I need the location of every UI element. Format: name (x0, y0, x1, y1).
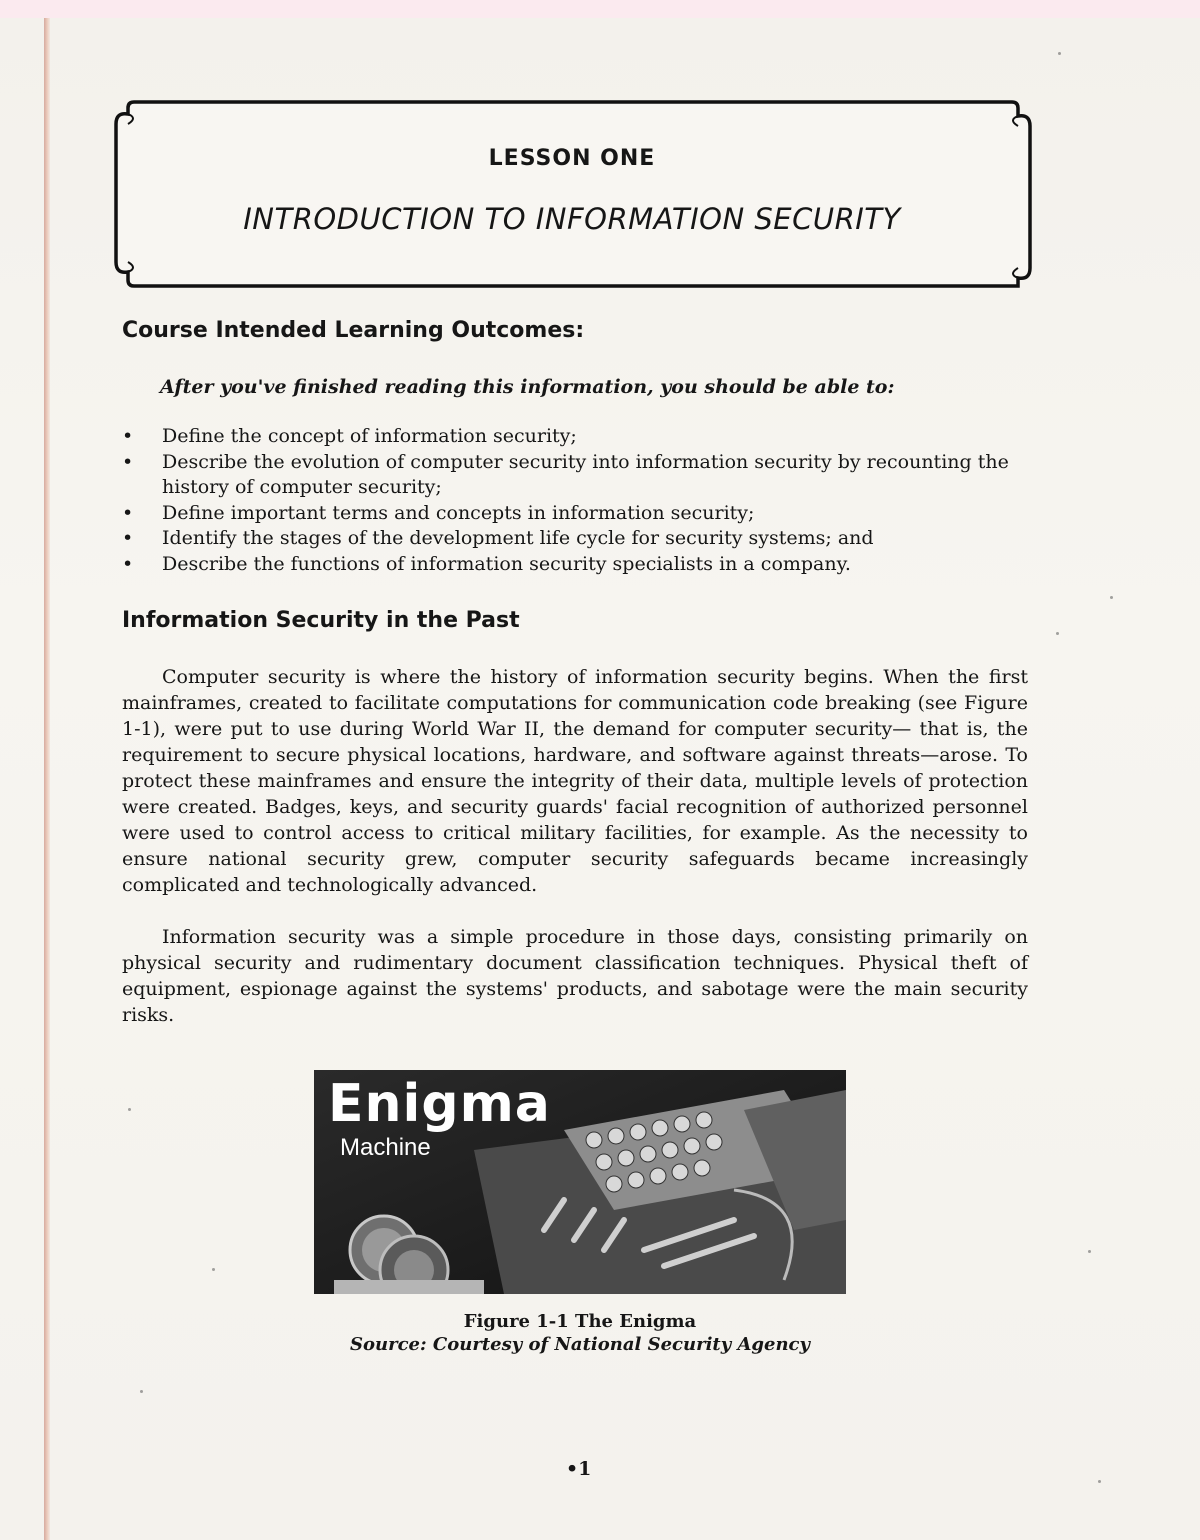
list-item (122, 450, 1034, 501)
bullet-icon: • (122, 527, 134, 549)
bullet-icon: • (122, 552, 134, 575)
lesson-title-box (112, 90, 1032, 292)
outcomes-intro: After you've finished reading this information, you should be able to: (160, 376, 895, 398)
list-item-text: Describe the evolution of computer security into information security by recounting the history of computer security; (162, 450, 1009, 498)
figure-source: Source: Courtesy of National Security Agency (350, 1334, 810, 1355)
paper-speck (1110, 596, 1113, 599)
paper-speck (1056, 632, 1059, 635)
lesson-title: INTRODUCTION TO INFORMATION SECURITY (243, 202, 901, 236)
list-item-text: Define important terms and concepts in information security; (162, 501, 755, 524)
bullet-icon: • (122, 501, 134, 524)
list-item-text: Define the concept of information security; (162, 425, 577, 447)
figure-image-title: Enigma (328, 1074, 551, 1134)
bullet-icon: • (122, 425, 134, 447)
paper-speck (1058, 52, 1061, 55)
list-item-text: Identify the stages of the development life cycle for security systems; and (162, 527, 874, 549)
lesson-label: LESSON ONE (488, 146, 656, 171)
paper-speck (1098, 1480, 1101, 1483)
scroll-frame (112, 90, 1032, 292)
paper-speck (128, 1108, 131, 1111)
outcomes-list (122, 424, 1034, 577)
list-item (122, 424, 1034, 450)
figure-image-subtitle: Machine (340, 1134, 431, 1161)
list-item-text: Describe the functions of information security specialists in a company. (162, 552, 851, 575)
section-heading: Information Security in the Past (122, 608, 520, 633)
list-item (122, 552, 1034, 578)
paper-speck (1088, 1250, 1091, 1253)
page-number: •1 (566, 1458, 592, 1480)
body-paragraph: Information security was a simple procedure in those days, consisting primarily on physical security and rudimentary document classification techniques. Physical theft of equipment, espionage against the systems' products, and sabotage were the main security risks. (122, 926, 1028, 1026)
list-item (122, 526, 1034, 552)
paper-speck (140, 1390, 143, 1393)
body-paragraph: Computer security is where the history of information security begins. When the first mainframes, created to facilitate computations for communication code breaking (see Figure 1-1), were put to use during World War II, the demand for computer security— that is, the requirement to secure physical locations, hardware, and software against threats—arose. To protect these mainframes and ensure the integrity of their data, multiple levels of protection were created. Badges, keys, and security guards' facial recognition of authorized personnel were used to control access to critical military facilities, for example. As the necessity to ensure national security grew, computer security safeguards became increasingly complicated and technologically advanced. (122, 666, 1028, 896)
page-spine-shadow (44, 18, 50, 1540)
outcomes-heading: Course Intended Learning Outcomes: (122, 318, 585, 343)
figure-caption: Figure 1-1 The Enigma (463, 1311, 697, 1332)
list-item (122, 501, 1034, 527)
top-strip (0, 0, 1200, 18)
paper-speck (212, 1268, 215, 1271)
bullet-icon: • (122, 450, 134, 473)
enigma-figure-image (314, 1070, 846, 1294)
